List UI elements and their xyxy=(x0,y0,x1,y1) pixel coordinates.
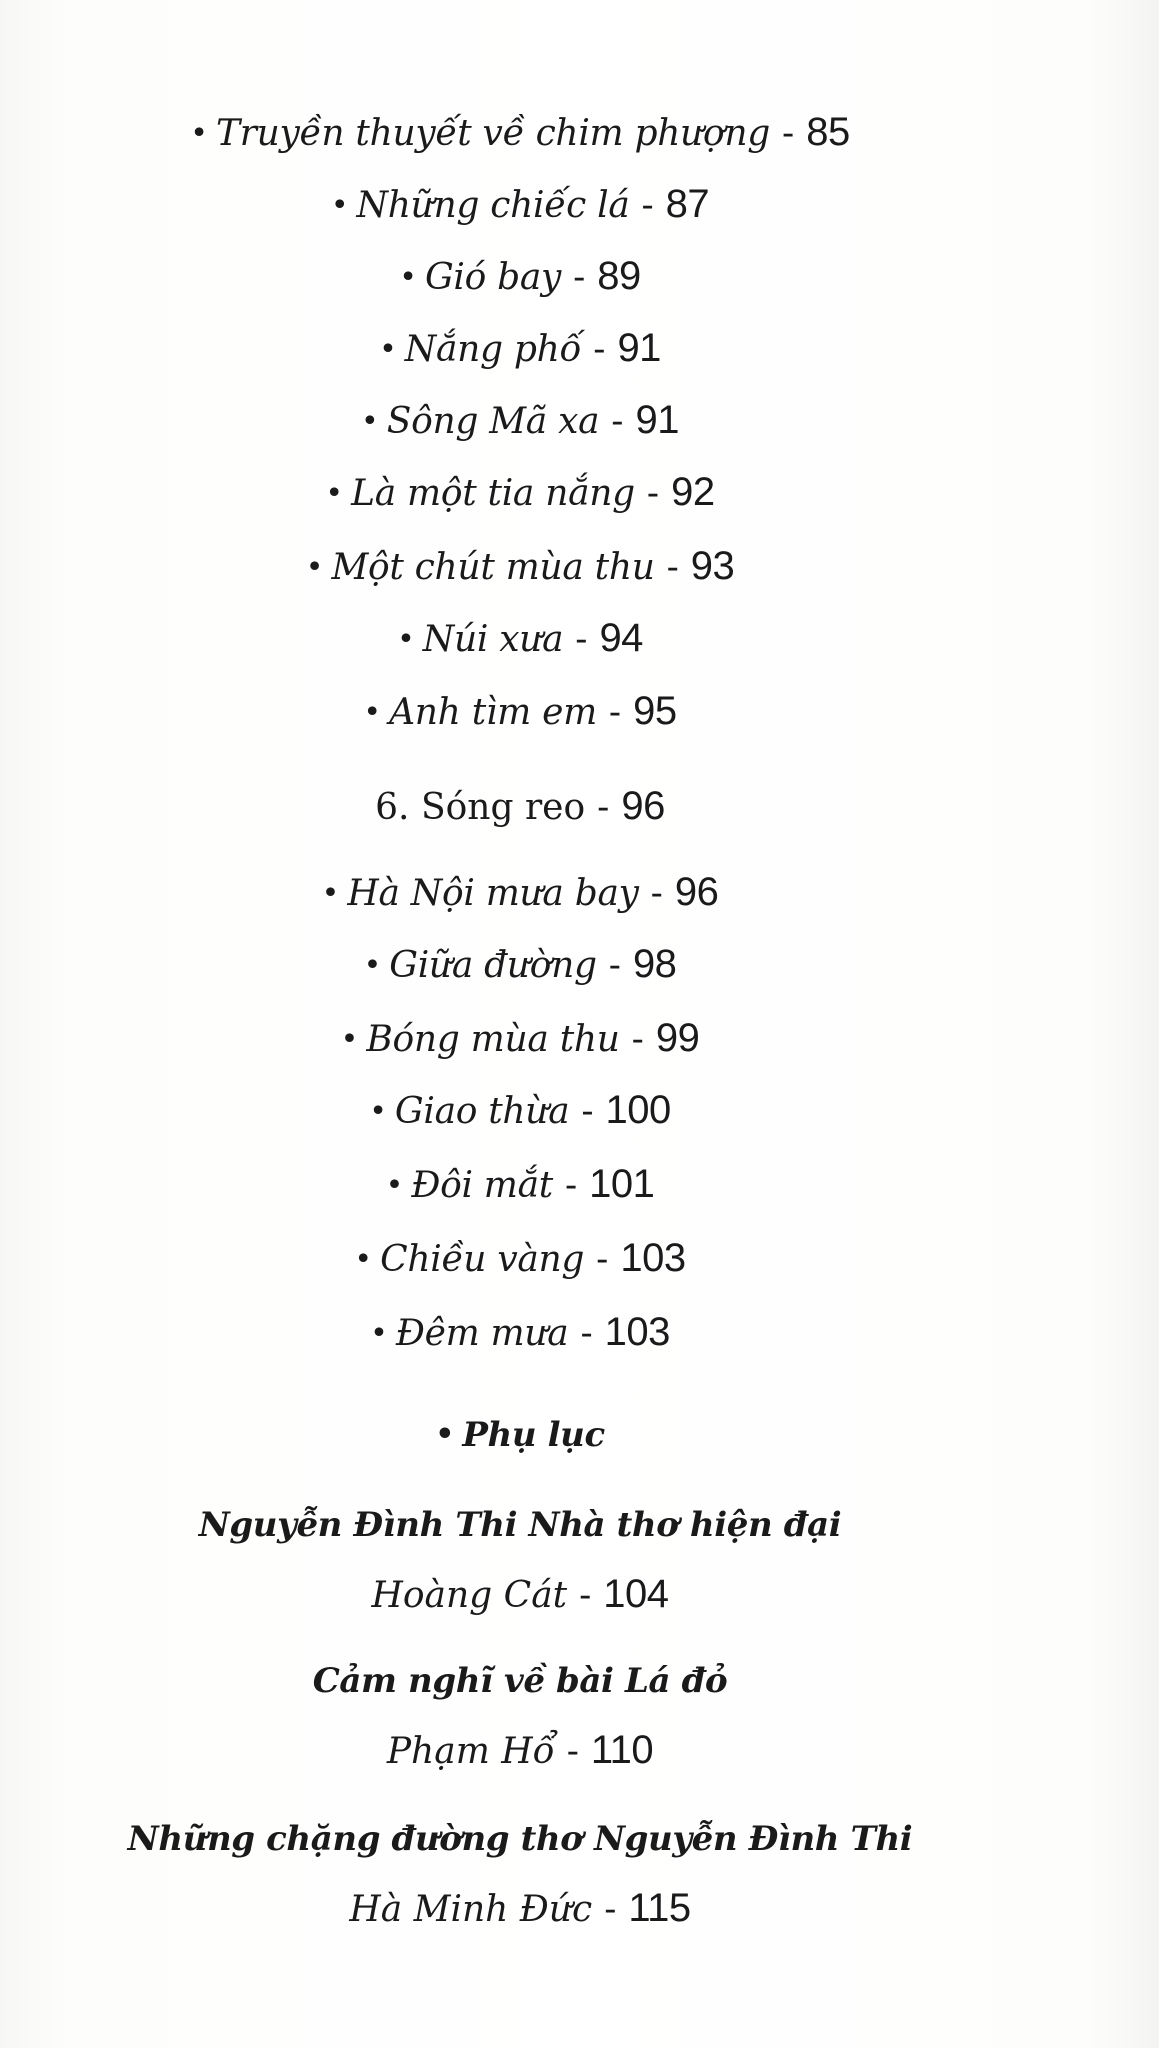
separator: - xyxy=(597,787,610,828)
separator: - xyxy=(631,1019,644,1060)
appendix-item-author xyxy=(0,1888,1040,1928)
page-number: 87 xyxy=(665,182,710,226)
page-number: 91 xyxy=(617,326,661,370)
entry-title: Những chiếc lá xyxy=(356,185,630,226)
toc-entry xyxy=(0,1164,1040,1204)
page-number: 85 xyxy=(806,110,850,154)
page-number: 104 xyxy=(603,1572,669,1616)
toc-entry xyxy=(0,1238,1040,1278)
page-number: 96 xyxy=(621,784,665,828)
page-number: 91 xyxy=(635,398,679,442)
page-number: 94 xyxy=(599,616,643,660)
separator: - xyxy=(611,401,624,442)
author-name: Hà Minh Đức xyxy=(349,1889,593,1930)
entry-title: Giao thừa xyxy=(394,1091,570,1132)
entry-title: Núi xưa xyxy=(422,619,564,660)
separator: - xyxy=(575,619,588,660)
bullet-icon: • xyxy=(370,1316,388,1351)
page-number: 93 xyxy=(690,544,735,588)
separator: - xyxy=(573,257,586,298)
bullet-icon: • xyxy=(340,1022,359,1057)
appendix-item-title xyxy=(0,1661,1040,1701)
separator: - xyxy=(566,1731,579,1772)
bullet-icon: • xyxy=(369,1094,387,1129)
entry-title: Sông Mã xa xyxy=(386,401,600,442)
page-number: 101 xyxy=(589,1162,655,1206)
page-number: 110 xyxy=(590,1728,654,1772)
bullet-icon: • xyxy=(330,188,349,223)
bullet-icon: • xyxy=(379,332,397,367)
separator: - xyxy=(641,185,654,226)
page-number: 89 xyxy=(597,254,641,298)
toc-entry xyxy=(0,256,1040,296)
separator: - xyxy=(581,1091,594,1132)
separator: - xyxy=(579,1575,592,1616)
bullet-icon: • xyxy=(435,1417,455,1452)
entry-title: Bóng mùa thu xyxy=(366,1019,620,1060)
entry-title: Truyền thuyết về chim phượng xyxy=(215,113,771,154)
page-number: 103 xyxy=(604,1310,670,1354)
appendix-item-author xyxy=(0,1730,1040,1770)
page-number: 98 xyxy=(632,942,677,986)
page-number: 96 xyxy=(674,870,719,914)
bullet-icon: • xyxy=(397,622,415,657)
entry-title: Giữa đường xyxy=(389,945,597,986)
toc-entry xyxy=(0,184,1040,224)
separator: - xyxy=(608,692,622,733)
toc-entry xyxy=(0,872,1040,912)
bullet-icon: • xyxy=(321,876,340,911)
bullet-icon: • xyxy=(361,404,379,439)
toc-entry xyxy=(0,1018,1040,1058)
appendix-title: Phụ lục xyxy=(462,1415,605,1455)
toc-entry xyxy=(0,618,1040,658)
article-title: Những chặng đường thơ Nguyễn Đình Thi xyxy=(127,1819,913,1859)
bullet-icon: • xyxy=(305,550,324,585)
separator: - xyxy=(604,1889,617,1930)
toc-entry xyxy=(0,1090,1040,1130)
bullet-icon: • xyxy=(363,695,382,730)
appendix-item-title xyxy=(0,1505,1040,1545)
toc-entry xyxy=(0,472,1040,512)
entry-title: Anh tìm em xyxy=(389,692,597,733)
page-number: 103 xyxy=(620,1236,686,1280)
toc-entry xyxy=(0,546,1040,586)
appendix-item-title xyxy=(0,1819,1040,1859)
page-number: 99 xyxy=(655,1016,700,1060)
entry-title: Là một tia nắng xyxy=(351,473,635,514)
entry-title: Chiều vàng xyxy=(380,1239,585,1280)
author-name: Phạm Hổ xyxy=(386,1731,555,1772)
separator: - xyxy=(646,473,660,514)
separator: - xyxy=(564,1165,578,1206)
page-number: 92 xyxy=(671,470,715,514)
entry-title: Hà Nội mưa bay xyxy=(347,873,639,914)
section-title: 6. Sóng reo xyxy=(375,787,586,828)
toc-entry xyxy=(0,944,1040,984)
bullet-icon: • xyxy=(325,476,344,511)
article-title: Nguyễn Đình Thi Nhà thơ hiện đại xyxy=(198,1505,842,1545)
separator: - xyxy=(596,1239,609,1280)
toc-entry xyxy=(0,691,1040,731)
toc-entry xyxy=(0,1312,1040,1352)
entry-title: Nắng phố xyxy=(404,329,582,370)
separator: - xyxy=(608,945,621,986)
section-heading xyxy=(0,786,1040,826)
bullet-icon: • xyxy=(190,116,208,151)
toc-entry xyxy=(0,328,1040,368)
bullet-icon: • xyxy=(385,1168,404,1203)
separator: - xyxy=(666,547,679,588)
bullet-icon: • xyxy=(399,260,417,295)
separator: - xyxy=(593,329,606,370)
article-title: Cảm nghĩ về bài Lá đỏ xyxy=(312,1661,728,1701)
entry-title: Một chút mùa thu xyxy=(331,547,655,588)
bullet-icon: • xyxy=(363,948,382,983)
separator: - xyxy=(782,113,795,154)
toc-entry xyxy=(0,400,1040,440)
page-number: 115 xyxy=(628,1886,691,1930)
separator: - xyxy=(580,1313,593,1354)
page-number: 100 xyxy=(605,1088,671,1132)
toc-entry xyxy=(0,112,1040,152)
bullet-icon: • xyxy=(354,1242,373,1277)
entry-title: Gió bay xyxy=(424,257,562,298)
separator: - xyxy=(650,873,663,914)
entry-title: Đôi mắt xyxy=(411,1165,553,1206)
appendix-heading xyxy=(0,1415,1040,1455)
page-number: 95 xyxy=(633,689,677,733)
appendix-item-author xyxy=(0,1574,1040,1614)
author-name: Hoàng Cát xyxy=(371,1575,568,1616)
entry-title: Đêm mưa xyxy=(395,1313,569,1354)
